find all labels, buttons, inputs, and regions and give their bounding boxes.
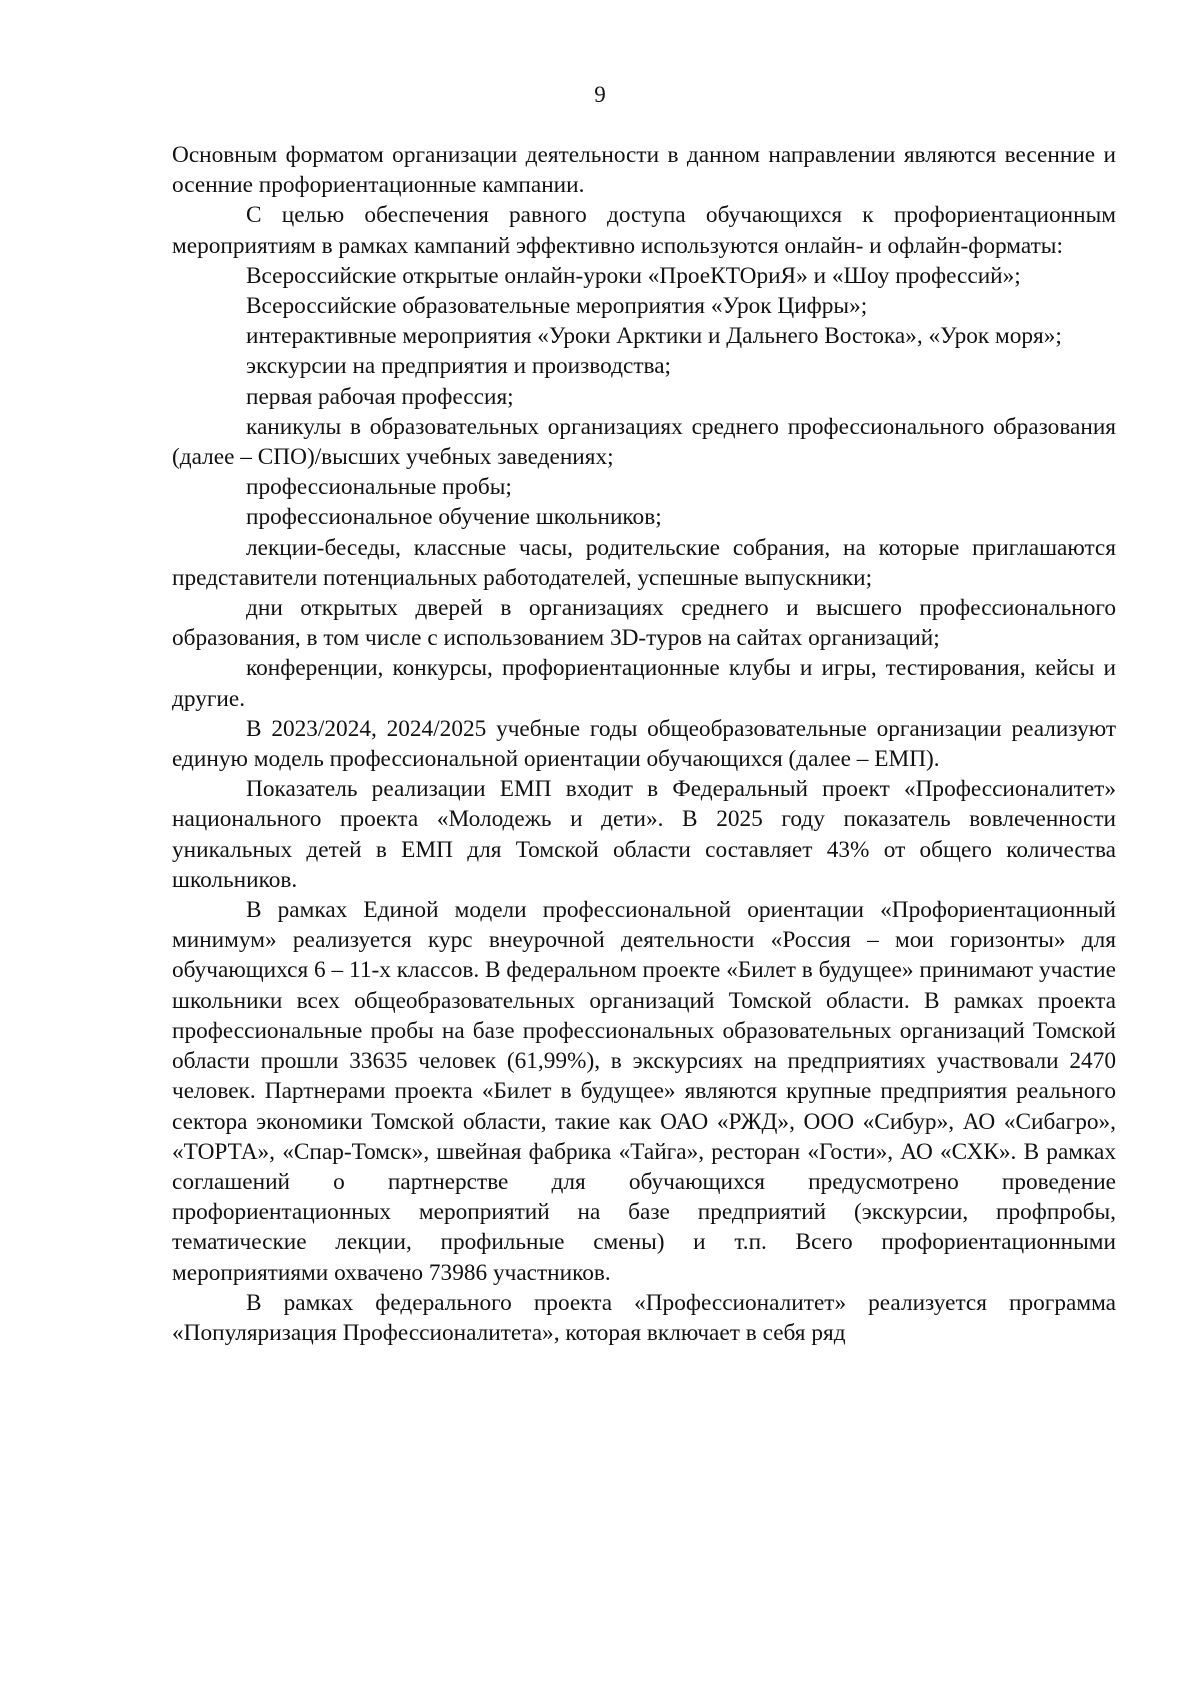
list-item: лекции-беседы, классные часы, родительские собрания, на которые приглашаются представители потенциальных работодателей, успешные выпускники; (172, 534, 1116, 591)
list-item: интерактивные мероприятия «Уроки Арктики и Дальнего Востока», «Урок моря»; (246, 323, 1062, 350)
list-item: дни открытых дверей в организациях среднего и высшего профессионального образования, в том числе с использованием 3D-туров на сайтах организаций; (172, 595, 1116, 652)
list-item: конференции, конкурсы, профориентационные клубы и игры, тестирования, кейсы и другие. (172, 655, 1116, 712)
paragraph: Показатель реализации ЕМП входит в Федеральный проект «Профессионалитет» национального проекта «Молодежь и дети». В 2025 году показатель вовлеченности уникальных детей в ЕМП для Томской области составляет 43% от общего количества школьников. (172, 776, 1116, 893)
list-item: каникулы в образовательных организациях среднего профессионального образования (далее – СПО)/высших учебных заведениях; (172, 413, 1116, 471)
page-number: 9 (594, 82, 606, 107)
paragraph: Основным форматом организации деятельности в данном направлении являются весенние и осенние профориентационные кампании. (172, 142, 1116, 199)
document-body (172, 140, 1116, 1348)
paragraph: В рамках федерального проекта «Профессионалитет» реализуется программа «Популяризация Профессионалитета», которая включает в себя ряд (172, 1289, 1116, 1346)
paragraph: В 2023/2024, 2024/2025 учебные годы общеобразовательные организации реализуют единую модель профессиональной ориентации обучающихся (далее – ЕМП). (172, 715, 1116, 773)
list-item: профессиональное обучение школьников; (246, 504, 662, 531)
list-item: первая рабочая профессия; (246, 383, 514, 410)
paragraph: В рамках Единой модели профессиональной ориентации «Профориентационный минимум» реализуется курс внеурочной деятельности «Россия – мои горизонты» для обучающихся 6 – 11-х классов. В федеральном проекте «Билет в будущее» принимают участие школьники всех общеобразовательных организаций Томской области. В рамках проекта профессиональные пробы на базе профессиональных образовательных организаций Томской области прошли 33635 человек (61,99%), в экскурсиях на предприятиях участвовали 2470 человек. Партнерами проекта «Билет в будущее» являются крупные предприятия реального сектора экономики Томской области, такие как ОАО «РЖД», ООО «Сибур», АО «Сибагро», «ТОРТА», «Спар-Томск», швейная фабрика «Тайга», ресторан «Гости», АО «СХК». В рамках соглашений о партнерстве для обучающихся предусмотрено проведение профориентационных мероприятий на базе предприятий (экскурсии, профпробы, тематические лекции, профильные смены) и т.п. Всего профориентационными мероприятиями охвачено 73986 участников. (172, 897, 1116, 1286)
list-item: Всероссийские образовательные мероприятия «Урок Цифры»; (246, 293, 868, 320)
list-item: экскурсии на предприятия и производства; (246, 353, 672, 380)
paragraph: С целью обеспечения равного доступа обучающихся к профориентационным мероприятиям в рамках кампаний эффективно используются онлайн- и офлайн-форматы: (172, 202, 1116, 259)
list-item: Всероссийские открытые онлайн-уроки «ПроеКТОриЯ» и «Шоу профессий»; (246, 262, 1021, 289)
list-item: профессиональные пробы; (246, 474, 512, 501)
